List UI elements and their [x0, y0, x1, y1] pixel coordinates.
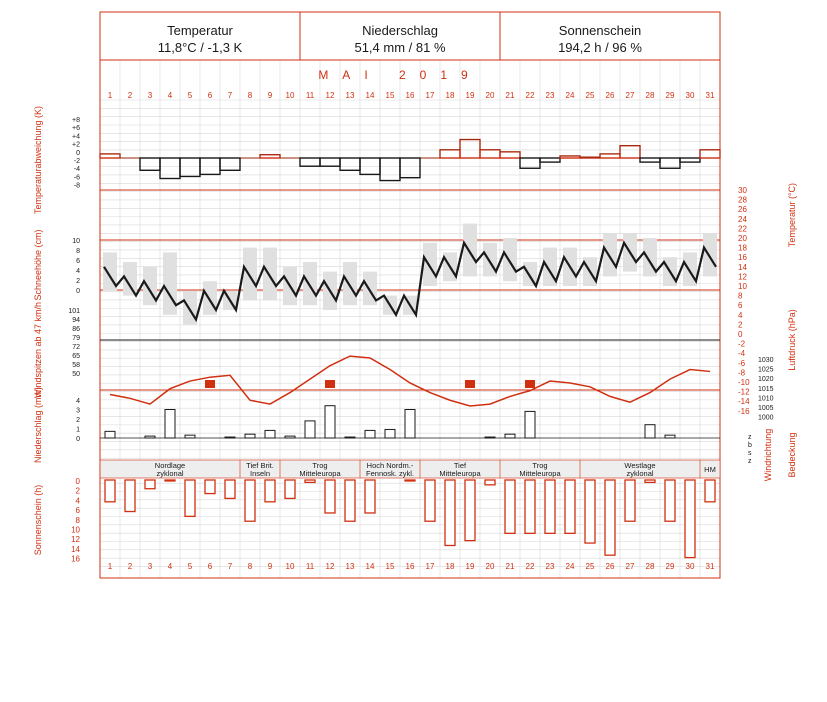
- day-number-top: 6: [207, 91, 213, 100]
- tick-temp-anomaly: -2: [73, 158, 80, 165]
- anomaly-bar: [480, 150, 500, 158]
- tick-temp-anomaly: +6: [72, 125, 80, 133]
- sunshine-bar: [665, 480, 675, 521]
- tick-wind-dir: s: [748, 450, 752, 457]
- tick-temperature: -10: [738, 378, 750, 387]
- day-number-top: 4: [167, 91, 173, 100]
- tick-wind-dir: b: [748, 442, 752, 449]
- tick-temperature: 10: [738, 282, 747, 291]
- tick-precip: 4: [76, 398, 80, 405]
- precip-bar: [405, 410, 415, 439]
- sunshine-bar: [245, 480, 255, 521]
- tick-pressure: 1015: [758, 385, 774, 393]
- weather-type-label: Inseln: [249, 469, 271, 478]
- tick-sunshine: 8: [75, 515, 80, 525]
- tick-temperature: -16: [738, 406, 750, 416]
- tick-sunshine: 10: [71, 525, 80, 535]
- day-number-top: 10: [285, 91, 295, 100]
- sunshine-bar: [365, 480, 375, 513]
- sunshine-bar: [345, 480, 355, 521]
- day-number-bottom: 6: [207, 562, 213, 571]
- anomaly-bar: [500, 152, 520, 158]
- anomaly-bar: [220, 158, 240, 170]
- temp-range-bar: [303, 262, 317, 305]
- header-temp-title: Temperatur: [167, 23, 233, 38]
- day-number-bottom: 15: [385, 562, 395, 571]
- anomaly-outline: [100, 140, 720, 181]
- axis-title-snow: Schneehöhe (cm): [33, 229, 43, 301]
- tick-snow: 4: [76, 268, 80, 275]
- temp-range-bar: [503, 238, 517, 281]
- day-number-bottom: 21: [505, 562, 515, 571]
- anomaly-bar: [460, 140, 480, 158]
- sunshine-bar: [705, 480, 715, 502]
- sunshine-bar: [505, 480, 515, 533]
- precip-bar: [185, 435, 195, 438]
- temp-range-bar: [263, 248, 277, 301]
- temp-range-bar: [603, 233, 617, 276]
- tick-wind: 72: [72, 344, 80, 351]
- day-number-top: 22: [525, 91, 535, 100]
- tick-wind-dir: z: [748, 434, 752, 441]
- temperature-series: [103, 224, 717, 325]
- day-number-bottom: 19: [465, 562, 475, 571]
- day-number-top: 12: [325, 91, 335, 100]
- tick-wind-dir: z: [748, 458, 752, 465]
- weather-type-label: Mitteleuropa: [439, 469, 481, 478]
- day-number-bottom: 25: [585, 562, 595, 571]
- tick-pressure: 1030: [758, 357, 774, 364]
- weather-type-label: HM: [704, 465, 716, 474]
- day-number-bottom: 18: [445, 562, 455, 571]
- sunshine-bar: [265, 480, 275, 502]
- day-numbers-top: [108, 91, 715, 100]
- tick-sunshine: 16: [71, 554, 80, 564]
- day-number-bottom: 16: [405, 562, 415, 571]
- tick-temperature: -14: [738, 397, 750, 407]
- anomaly-bar: [160, 158, 180, 179]
- day-number-bottom: 2: [127, 562, 133, 571]
- sunshine-bar: [685, 480, 695, 558]
- tick-precip: 1: [76, 426, 80, 434]
- sunshine-bar: [525, 480, 535, 533]
- tick-temperature: -12: [738, 387, 750, 397]
- weather-type-label: Tief: [453, 461, 467, 470]
- weather-type-label: Westlage: [624, 461, 656, 470]
- day-number-bottom: 24: [565, 562, 575, 571]
- day-number-top: 2: [127, 91, 133, 100]
- tick-sunshine: 4: [75, 496, 80, 506]
- day-number-top: 18: [445, 91, 455, 100]
- anomaly-bar: [300, 158, 320, 166]
- tick-precip: 3: [76, 407, 80, 415]
- tick-wind: 79: [72, 335, 80, 342]
- anomaly-bar: [360, 158, 380, 174]
- anomaly-bar: [620, 146, 640, 158]
- tick-precip: 2: [76, 417, 80, 424]
- weather-type-label: Trog: [532, 461, 548, 470]
- tick-temp-anomaly: +8: [72, 117, 80, 124]
- day-number-top: 13: [345, 91, 355, 100]
- sunshine-bar: [445, 480, 455, 545]
- precip-bar: [325, 406, 335, 438]
- tick-wind: 94: [72, 317, 80, 324]
- day-number-top: 30: [685, 91, 695, 100]
- tick-temperature: -6: [738, 358, 746, 368]
- precip-bar: [525, 411, 535, 438]
- wind-gust-marker: [465, 380, 475, 388]
- sunshine-bar: [425, 480, 435, 521]
- tick-temperature: 6: [738, 301, 743, 311]
- sunshine-bar: [625, 480, 635, 521]
- tick-sunshine: 6: [75, 506, 80, 516]
- day-number-top: 17: [425, 91, 435, 100]
- weather-type-label: Fennosk. zykl.: [366, 469, 414, 478]
- temp-anomaly-series: [100, 140, 720, 181]
- temp-range-bar: [463, 224, 477, 277]
- anomaly-bar: [440, 150, 460, 158]
- axis-title-precip: Niederschlag (mm): [33, 386, 43, 464]
- precip-bar: [105, 431, 115, 438]
- tick-snow: 2: [76, 278, 80, 285]
- axis-title-temperature: Temperatur (°C): [787, 182, 797, 248]
- tick-temp-anomaly: -6: [73, 174, 80, 182]
- day-number-top: 21: [505, 91, 515, 100]
- day-number-bottom: 31: [705, 562, 715, 571]
- day-number-top: 19: [465, 91, 475, 100]
- tick-temperature: 16: [738, 253, 747, 263]
- sunshine-bar: [165, 480, 175, 481]
- precip-bar: [645, 425, 655, 438]
- day-number-top: 20: [485, 91, 495, 100]
- tick-pressure: 1020: [758, 376, 774, 384]
- header-row: [158, 23, 643, 55]
- day-number-bottom: 12: [325, 562, 335, 571]
- day-number-bottom: 1: [107, 562, 113, 571]
- tick-wind: 86: [72, 326, 80, 333]
- anomaly-bar: [600, 154, 620, 158]
- tick-precip: 0: [76, 436, 80, 443]
- tick-temperature: 30: [738, 186, 747, 195]
- precip-bar: [305, 421, 315, 438]
- tick-sunshine: 2: [75, 486, 80, 496]
- axis-title-wind-dir: Windrichtung: [763, 428, 773, 482]
- wind-gust-marker: [205, 380, 215, 388]
- axis-title-pressure: Luftdruck (hPa): [787, 309, 797, 371]
- tick-temperature: 24: [738, 214, 747, 224]
- day-number-bottom: 10: [285, 562, 295, 571]
- sunshine-bar: [585, 480, 595, 543]
- sunshine-bar: [225, 480, 235, 498]
- anomaly-bar: [180, 158, 200, 176]
- sunshine-bar: [465, 480, 475, 541]
- day-number-bottom: 9: [267, 562, 273, 571]
- day-number-top: 14: [365, 91, 375, 100]
- left-axis-titles: [33, 106, 43, 555]
- anomaly-bar: [320, 158, 340, 166]
- tick-sunshine: 0: [75, 477, 80, 486]
- header-sun-value: 194,2 h / 96 %: [558, 40, 642, 55]
- tick-temperature: 0: [738, 330, 743, 339]
- day-number-bottom: 26: [605, 562, 615, 571]
- header-precip-title: Niederschlag: [362, 23, 438, 38]
- axis-title-cloud: Bedeckung: [787, 432, 797, 478]
- temp-range-bar: [423, 243, 437, 286]
- day-number-top: 16: [405, 91, 415, 100]
- tick-pressure: 1000: [758, 414, 774, 422]
- day-number-top: 26: [605, 91, 615, 100]
- sunshine-bar: [145, 480, 155, 489]
- anomaly-bar: [540, 158, 560, 162]
- tick-temp-anomaly: -4: [73, 166, 80, 174]
- weather-type-label: zyklonal: [156, 469, 184, 478]
- header-sun-title: Sonnenschein: [558, 23, 642, 38]
- precip-bar: [265, 430, 275, 438]
- tick-temp-anomaly: +4: [72, 133, 80, 141]
- tick-temperature: -8: [738, 368, 746, 378]
- wind-gust-marker: [325, 380, 335, 388]
- tick-snow: 0: [76, 288, 80, 295]
- day-number-top: 1: [107, 91, 113, 100]
- weather-type-label: zyklonal: [626, 469, 654, 478]
- tick-temp-anomaly: +2: [72, 141, 80, 149]
- sunshine-bar: [305, 480, 315, 482]
- sunshine-bar: [325, 480, 335, 513]
- sunshine-bar: [565, 480, 575, 533]
- anomaly-bar: [140, 158, 160, 170]
- anomaly-bar: [380, 158, 400, 181]
- day-number-bottom: 8: [247, 562, 253, 571]
- weather-type-label: Tief Brit.: [246, 461, 274, 470]
- day-number-top: 28: [645, 91, 655, 100]
- tick-temperature: -4: [738, 349, 746, 359]
- tick-temperature: 26: [738, 205, 747, 215]
- tick-temperature: 20: [738, 234, 747, 243]
- day-number-bottom: 30: [685, 562, 695, 571]
- tick-snow: 10: [72, 238, 80, 245]
- tick-snow: 8: [76, 248, 80, 255]
- temp-range-bar: [343, 262, 357, 305]
- header-precip-value: 51,4 mm / 81 %: [354, 40, 446, 55]
- anomaly-bar: [680, 158, 700, 162]
- sunshine-bar: [645, 480, 655, 482]
- sunshine-bar: [605, 480, 615, 555]
- day-number-top: 29: [665, 91, 675, 100]
- anomaly-bar: [640, 158, 660, 162]
- tick-wind: 58: [72, 362, 80, 369]
- precip-bar: [385, 429, 395, 438]
- axis-title-sunshine: Sonnenschein (h): [33, 484, 43, 556]
- tick-wind: 50: [72, 371, 80, 378]
- precip-bar: [245, 434, 255, 438]
- tick-temp-anomaly: -8: [73, 182, 80, 190]
- tick-snow: 6: [76, 258, 80, 265]
- tick-sunshine: 12: [71, 535, 80, 545]
- day-number-bottom: 28: [645, 562, 655, 571]
- day-number-top: 24: [565, 91, 575, 100]
- day-number-top: 9: [267, 91, 273, 100]
- tick-pressure: 1010: [758, 395, 774, 403]
- day-number-bottom: 3: [147, 562, 153, 571]
- header-temp-value: 11,8°C / -1,3 K: [157, 40, 243, 55]
- anomaly-bar: [260, 155, 280, 158]
- sunshine-bar: [285, 480, 295, 498]
- weather-type-label: Nordlage: [154, 461, 186, 470]
- weather-type-label: Hoch Nordm.-: [366, 461, 414, 470]
- tick-pressure: 1005: [758, 405, 774, 412]
- axis-title-temp-anomaly: Temperaturabweichung (K): [33, 105, 43, 215]
- weather-type-label: Mitteleuropa: [299, 469, 341, 478]
- month-label: MAI 2019: [318, 68, 482, 82]
- day-number-bottom: 13: [345, 562, 355, 571]
- precip-bar: [365, 430, 375, 438]
- tick-wind: 101: [68, 308, 80, 315]
- day-number-top: 7: [227, 91, 233, 100]
- tick-temperature: 12: [738, 272, 747, 282]
- day-number-bottom: 7: [227, 562, 233, 571]
- day-number-bottom: 22: [525, 562, 535, 571]
- day-number-top: 27: [625, 91, 635, 100]
- sunshine-bar: [545, 480, 555, 533]
- precip-bar: [665, 435, 675, 438]
- day-number-bottom: 5: [187, 562, 193, 571]
- tick-temperature: 22: [738, 224, 747, 234]
- day-number-bottom: 11: [305, 562, 315, 571]
- day-number-bottom: 4: [167, 562, 173, 571]
- axis-title-wind: Windspitzen ab 47 km/h: [33, 301, 43, 399]
- weather-type-label: Mitteleuropa: [519, 469, 561, 478]
- temp-range-bar: [703, 233, 717, 276]
- day-number-bottom: 14: [365, 562, 375, 571]
- day-number-top: 15: [385, 91, 395, 100]
- sunshine-bar: [205, 480, 215, 494]
- tick-pressure: 1025: [758, 366, 774, 374]
- tick-temperature: 28: [738, 195, 747, 205]
- day-number-bottom: 29: [665, 562, 675, 571]
- tick-temperature: 8: [738, 291, 743, 301]
- tick-temperature: 4: [738, 310, 743, 320]
- tick-temperature: 2: [738, 320, 743, 330]
- wind-gust-marker: [525, 380, 535, 388]
- precip-bar: [505, 434, 515, 438]
- tick-temp-anomaly: 0: [76, 149, 80, 157]
- tick-sunshine: 14: [71, 544, 80, 554]
- day-number-top: 3: [147, 91, 153, 100]
- day-number-top: 5: [187, 91, 193, 100]
- weather-type-label: Trog: [312, 461, 328, 470]
- anomaly-bar: [340, 158, 360, 170]
- sunshine-bar: [105, 480, 115, 502]
- day-number-top: 11: [305, 91, 315, 100]
- anomaly-bar: [100, 154, 120, 158]
- day-number-bottom: 27: [625, 562, 635, 571]
- sunshine-bar: [405, 480, 415, 481]
- day-number-bottom: 23: [545, 562, 555, 571]
- tick-wind: 65: [72, 353, 80, 360]
- sunshine-bar: [125, 480, 135, 512]
- day-number-top: 23: [545, 91, 555, 100]
- tick-temperature: 14: [738, 262, 747, 272]
- tick-temperature: -2: [738, 339, 746, 349]
- day-number-top: 8: [247, 91, 253, 100]
- tick-temperature: 18: [738, 243, 747, 253]
- temp-range-bar: [243, 248, 257, 301]
- day-number-top: 25: [585, 91, 595, 100]
- day-number-bottom: 17: [425, 562, 435, 571]
- day-number-bottom: 20: [485, 562, 495, 571]
- right-axis-titles: [763, 183, 797, 481]
- anomaly-bar: [200, 158, 220, 174]
- sunshine-bar: [185, 480, 195, 516]
- anomaly-bar: [700, 150, 720, 158]
- sunshine-bar: [485, 480, 495, 485]
- day-number-top: 31: [705, 91, 715, 100]
- precip-bar: [165, 410, 175, 439]
